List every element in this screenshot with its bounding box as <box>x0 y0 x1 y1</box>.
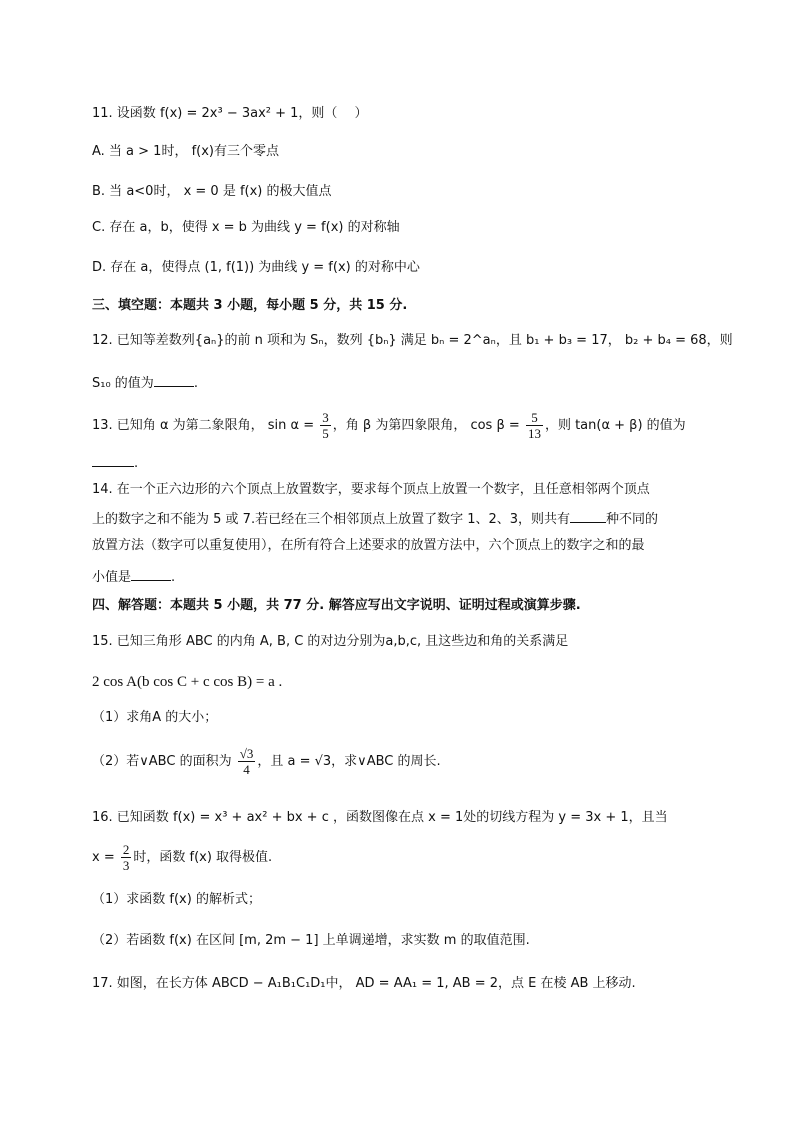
q14-line4-suffix: . <box>171 570 176 585</box>
fraction-numerator: √3 <box>239 746 254 761</box>
q14-line2-prefix: 上的数字之和不能为 5 或 7.若已经在三个相邻顶点上放置了数字 1、2、3，则共有 <box>92 512 571 527</box>
q13-line1 <box>92 410 686 441</box>
q12-line1: 12. 已知等差数列{aₙ}的前 n 项和为 Sₙ，数列 {bₙ} 满足 bₙ = 2^aₙ，且 b₁ + b₃ = 17， b₂ + b₄ = 68，则 <box>92 333 733 348</box>
q15-equation: 2 cos A(b cos C + c cos B) = a . <box>92 674 283 690</box>
q16-fraction <box>121 842 132 873</box>
q17-line1: 17. 如图，在长方体 ABCD − A₁B₁C₁D₁中， AD = AA₁ = 1, AB = 2，点 E 在棱 AB 上移动. <box>92 976 636 991</box>
q16-line2-suffix: 时，函数 f(x) 取得极值. <box>133 850 273 865</box>
fraction-numerator: 3 <box>322 410 329 425</box>
q11-option-b: B. 当 a<0时， x = 0 是 f(x) 的极大值点 <box>92 184 332 199</box>
q15-part2-suffix: ，且 a = √3，求∨ABC 的周长. <box>257 754 441 769</box>
q16-part2: （2）若函数 f(x) 在区间 [m, 2m − 1] 上单调递增，求实数 m 的取值范围. <box>92 933 530 948</box>
section-4-heading: 四、解答题：本题共 5 小题，共 77 分. 解答应写出文字说明、证明过程或演算步骤. <box>92 598 581 613</box>
q15-part2 <box>92 746 441 778</box>
q11-option-a: A. 当 a > 1时， f(x)有三个零点 <box>92 144 280 159</box>
q14-line4-prefix: 小值是 <box>92 570 132 585</box>
q14-answer-blank-2[interactable] <box>131 566 171 581</box>
q16-line2 <box>92 842 272 874</box>
q13-fraction-sin <box>320 410 331 441</box>
q14-line1: 14. 在一个正六边形的六个顶点上放置数字，要求每个顶点上放置一个数字，且任意相邻两个顶点 <box>92 482 650 497</box>
q13-line2 <box>92 452 138 474</box>
q15-part2-prefix: （2）若∨ABC 的面积为 <box>92 754 232 769</box>
q16-line2-prefix: x = <box>92 850 115 865</box>
q11-option-c: C. 存在 a，b，使得 x = b 为曲线 y = f(x) 的对称轴 <box>92 220 400 235</box>
q13-middle: ，角 β 为第四象限角， cos β = <box>332 418 520 433</box>
q13-suffix: ，则 tan(α + β) 的值为 <box>544 418 686 433</box>
q13-end: . <box>134 456 139 471</box>
fraction-denominator: 4 <box>243 762 250 777</box>
q13-fraction-cos <box>526 410 543 441</box>
q11-stem: 11. 设函数 f(x) = 2x³ − 3ax² + 1，则（ ） <box>92 106 368 121</box>
q13-prefix: 13. 已知角 α 为第二象限角， sin α = <box>92 418 315 433</box>
fraction-numerator: 2 <box>122 842 130 857</box>
q15-area-fraction <box>238 746 256 777</box>
q16-part1: （1）求函数 f(x) 的解析式； <box>92 892 261 907</box>
q11-option-d: D. 存在 a，使得点 (1, f(1)) 为曲线 y = f(x) 的对称中心 <box>92 260 420 275</box>
q14-line4 <box>92 566 175 588</box>
q15-line1: 15. 已知三角形 ABC 的内角 A, B, C 的对边分别为a,b,c, 且这些边和角的关系满足 <box>92 634 569 649</box>
fraction-numerator: 5 <box>526 410 543 426</box>
q12-line2 <box>92 372 198 394</box>
fraction-denominator: 13 <box>527 426 541 441</box>
q12-prefix: S₁₀ 的值为 <box>92 376 154 391</box>
section-3-heading: 三、填空题：本题共 3 小题，每小题 5 分，共 15 分. <box>92 298 408 313</box>
q14-line2-suffix: 种不同的 <box>606 512 659 527</box>
fraction-denominator: 3 <box>122 858 130 873</box>
q14-line3: 放置方法（数字可以重复使用），在所有符合上述要求的放置方法中，六个顶点上的数字之和的最 <box>92 538 645 553</box>
q12-suffix: . <box>193 376 198 391</box>
q16-line1: 16. 已知函数 f(x) = x³ + ax² + bx + c ，函数图像在点 x = 1处的切线方程为 y = 3x + 1，且当 <box>92 810 668 825</box>
q15-part1: （1）求角A 的大小； <box>92 710 218 725</box>
fraction-denominator: 5 <box>322 426 329 441</box>
q13-answer-blank[interactable] <box>92 452 134 467</box>
q14-answer-blank-1[interactable] <box>570 508 606 523</box>
q14-line2 <box>92 508 658 530</box>
q12-answer-blank[interactable] <box>154 372 194 387</box>
